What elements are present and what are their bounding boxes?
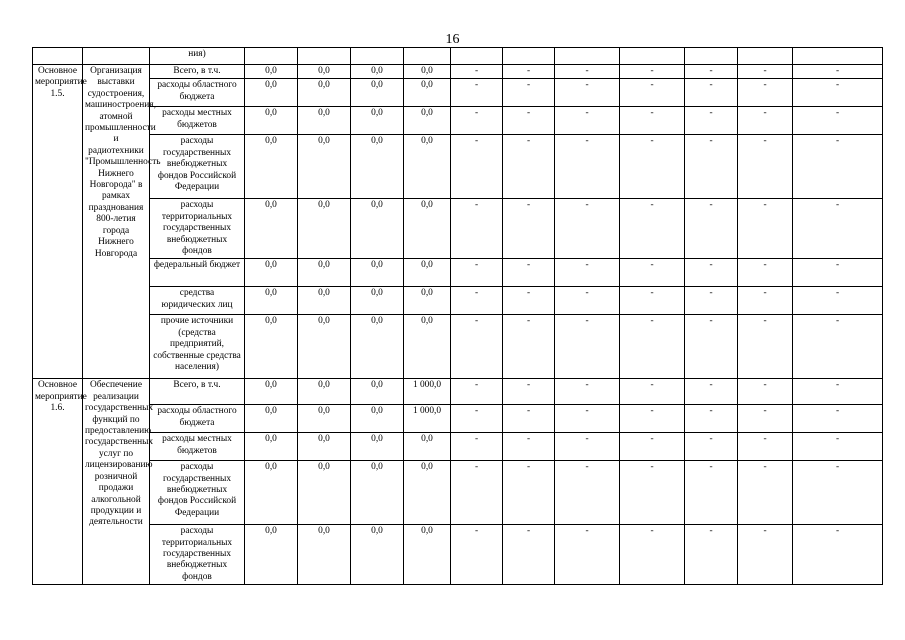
value-cell: 0,0 <box>404 525 451 585</box>
value-cell: - <box>738 525 793 585</box>
table-row <box>33 107 883 135</box>
value-cell: - <box>503 287 555 315</box>
table-row <box>33 525 883 585</box>
empty-cell <box>245 48 298 65</box>
value-cell: - <box>793 379 883 405</box>
value-cell: 0,0 <box>404 433 451 461</box>
empty-cell <box>555 48 620 65</box>
value-cell: - <box>685 461 738 525</box>
table-row <box>33 461 883 525</box>
value-cell: - <box>793 525 883 585</box>
table-row <box>33 405 883 433</box>
value-cell: - <box>503 315 555 379</box>
value-cell: - <box>793 135 883 199</box>
value-cell: - <box>685 405 738 433</box>
value-cell: 0,0 <box>404 135 451 199</box>
funding-source-cell: расходы областного бюджета <box>150 405 245 433</box>
value-cell: - <box>555 135 620 199</box>
table-row <box>33 48 883 65</box>
value-cell: - <box>451 379 503 405</box>
value-cell: - <box>793 287 883 315</box>
value-cell: 0,0 <box>351 135 404 199</box>
funding-source-cell: ния) <box>150 48 245 65</box>
value-cell: - <box>451 461 503 525</box>
value-cell: - <box>738 461 793 525</box>
funding-source-cell: прочие источники (средства предприятий, собственные средства населения) <box>150 315 245 379</box>
table-row <box>33 315 883 379</box>
empty-cell <box>738 48 793 65</box>
value-cell: - <box>503 405 555 433</box>
value-cell: - <box>685 525 738 585</box>
table-row <box>33 379 883 405</box>
value-cell: - <box>738 433 793 461</box>
value-cell: - <box>620 379 685 405</box>
value-cell: - <box>451 199 503 259</box>
measure-title-cell: Обеспечение реализации государственных функций по предоставлению государственных услуг по лицензированию розничной продажи алкогольной продукции и деятельности <box>83 379 150 585</box>
value-cell: - <box>555 315 620 379</box>
value-cell: - <box>620 405 685 433</box>
table-row <box>33 65 883 79</box>
table-row <box>33 433 883 461</box>
measure-code-cell: Основное мероприятие 1.6. <box>33 379 83 585</box>
value-cell: - <box>503 65 555 79</box>
value-cell: - <box>451 135 503 199</box>
value-cell: - <box>793 79 883 107</box>
value-cell: - <box>738 199 793 259</box>
value-cell: - <box>685 315 738 379</box>
value-cell: - <box>738 65 793 79</box>
value-cell: 0,0 <box>245 433 298 461</box>
value-cell: 0,0 <box>298 525 351 585</box>
value-cell: - <box>503 379 555 405</box>
value-cell: 0,0 <box>351 379 404 405</box>
value-cell: 0,0 <box>298 65 351 79</box>
value-cell: - <box>738 379 793 405</box>
table-row <box>33 259 883 287</box>
value-cell: 0,0 <box>298 433 351 461</box>
value-cell: - <box>685 107 738 135</box>
value-cell: - <box>503 107 555 135</box>
funding-source-cell: расходы местных бюджетов <box>150 433 245 461</box>
value-cell: - <box>555 433 620 461</box>
value-cell: - <box>620 135 685 199</box>
funding-source-cell: расходы местных бюджетов <box>150 107 245 135</box>
value-cell: - <box>503 79 555 107</box>
value-cell: - <box>555 405 620 433</box>
empty-cell <box>351 48 404 65</box>
value-cell: - <box>503 259 555 287</box>
value-cell: 0,0 <box>245 315 298 379</box>
funding-source-cell: средства юридических лиц <box>150 287 245 315</box>
value-cell: 0,0 <box>351 433 404 461</box>
value-cell: 0,0 <box>351 199 404 259</box>
value-cell: 0,0 <box>245 65 298 79</box>
empty-cell <box>83 48 150 65</box>
value-cell: - <box>793 65 883 79</box>
value-cell: 0,0 <box>351 525 404 585</box>
budget-table <box>32 47 883 585</box>
empty-cell <box>451 48 503 65</box>
empty-cell <box>793 48 883 65</box>
value-cell: 1 000,0 <box>404 379 451 405</box>
value-cell: 0,0 <box>298 315 351 379</box>
value-cell: 0,0 <box>245 259 298 287</box>
value-cell: - <box>793 315 883 379</box>
value-cell: - <box>503 525 555 585</box>
value-cell: 0,0 <box>404 461 451 525</box>
value-cell: 0,0 <box>298 379 351 405</box>
value-cell: - <box>738 107 793 135</box>
funding-source-cell: расходы государственных внебюджетных фондов Российской Федерации <box>150 461 245 525</box>
value-cell: - <box>793 405 883 433</box>
value-cell: 0,0 <box>298 259 351 287</box>
value-cell: - <box>738 259 793 287</box>
value-cell: - <box>620 315 685 379</box>
value-cell: - <box>555 525 620 585</box>
value-cell: - <box>738 135 793 199</box>
value-cell: 0,0 <box>245 107 298 135</box>
value-cell: 0,0 <box>351 65 404 79</box>
value-cell: - <box>685 379 738 405</box>
value-cell: - <box>620 79 685 107</box>
value-cell: - <box>555 79 620 107</box>
value-cell: - <box>685 287 738 315</box>
empty-cell <box>503 48 555 65</box>
value-cell: - <box>451 433 503 461</box>
value-cell: 0,0 <box>298 107 351 135</box>
value-cell: - <box>685 135 738 199</box>
table-row <box>33 199 883 259</box>
value-cell: - <box>451 315 503 379</box>
value-cell: 0,0 <box>351 315 404 379</box>
value-cell: - <box>793 107 883 135</box>
value-cell: - <box>451 525 503 585</box>
value-cell: 0,0 <box>351 405 404 433</box>
empty-cell <box>404 48 451 65</box>
value-cell: - <box>738 287 793 315</box>
value-cell: - <box>555 65 620 79</box>
value-cell: 0,0 <box>298 287 351 315</box>
value-cell: - <box>620 525 685 585</box>
value-cell: 0,0 <box>245 525 298 585</box>
value-cell: 0,0 <box>404 315 451 379</box>
empty-cell <box>620 48 685 65</box>
funding-source-cell: расходы территориальных государственных внебюджетных фондов <box>150 199 245 259</box>
value-cell: - <box>685 199 738 259</box>
value-cell: 0,0 <box>298 405 351 433</box>
value-cell: - <box>685 433 738 461</box>
value-cell: 0,0 <box>245 405 298 433</box>
funding-source-cell: Всего, в т.ч. <box>150 379 245 405</box>
value-cell: - <box>738 79 793 107</box>
empty-cell <box>685 48 738 65</box>
value-cell: - <box>503 461 555 525</box>
value-cell: 0,0 <box>245 461 298 525</box>
empty-cell <box>298 48 351 65</box>
value-cell: - <box>451 259 503 287</box>
value-cell: 1 000,0 <box>404 405 451 433</box>
value-cell: - <box>451 65 503 79</box>
value-cell: - <box>555 461 620 525</box>
value-cell: - <box>503 199 555 259</box>
value-cell: - <box>620 433 685 461</box>
value-cell: 0,0 <box>404 79 451 107</box>
value-cell: 0,0 <box>245 199 298 259</box>
value-cell: - <box>451 107 503 135</box>
value-cell: - <box>555 199 620 259</box>
funding-source-cell: Всего, в т.ч. <box>150 65 245 79</box>
value-cell: - <box>738 405 793 433</box>
value-cell: 0,0 <box>404 287 451 315</box>
value-cell: 0,0 <box>298 79 351 107</box>
value-cell: - <box>793 461 883 525</box>
table-body <box>33 48 883 585</box>
funding-source-cell: расходы территориальных государственных внебюджетных фондов <box>150 525 245 585</box>
value-cell: 0,0 <box>404 65 451 79</box>
value-cell: - <box>620 107 685 135</box>
value-cell: - <box>793 199 883 259</box>
value-cell: 0,0 <box>404 199 451 259</box>
value-cell: 0,0 <box>245 287 298 315</box>
table-row <box>33 287 883 315</box>
value-cell: 0,0 <box>404 107 451 135</box>
value-cell: 0,0 <box>245 135 298 199</box>
value-cell: - <box>503 433 555 461</box>
measure-title-cell: Организация выставки судостроения, машиностроения, атомной промышленности и радиотехники "Промышленность Нижнего Новгорода" в рамках празднования 800-летия города Нижнего Новгорода <box>83 65 150 379</box>
value-cell: - <box>738 315 793 379</box>
value-cell: 0,0 <box>404 259 451 287</box>
value-cell: - <box>685 65 738 79</box>
value-cell: - <box>620 259 685 287</box>
value-cell: - <box>793 433 883 461</box>
value-cell: 0,0 <box>245 79 298 107</box>
value-cell: - <box>620 199 685 259</box>
value-cell: - <box>793 259 883 287</box>
value-cell: 0,0 <box>298 135 351 199</box>
value-cell: 0,0 <box>351 259 404 287</box>
funding-source-cell: расходы государственных внебюджетных фондов Российской Федерации <box>150 135 245 199</box>
value-cell: - <box>620 287 685 315</box>
value-cell: 0,0 <box>351 107 404 135</box>
value-cell: 0,0 <box>351 79 404 107</box>
value-cell: - <box>685 259 738 287</box>
value-cell: - <box>555 379 620 405</box>
value-cell: - <box>620 461 685 525</box>
value-cell: - <box>620 65 685 79</box>
value-cell: - <box>451 79 503 107</box>
value-cell: - <box>555 259 620 287</box>
value-cell: - <box>503 135 555 199</box>
table-row <box>33 79 883 107</box>
page-number: 16 <box>445 32 460 47</box>
value-cell: - <box>555 287 620 315</box>
value-cell: - <box>451 405 503 433</box>
value-cell: - <box>555 107 620 135</box>
value-cell: 0,0 <box>351 287 404 315</box>
measure-code-cell: Основное мероприятие 1.5. <box>33 65 83 379</box>
funding-source-cell: федеральный бюджет <box>150 259 245 287</box>
value-cell: 0,0 <box>298 461 351 525</box>
value-cell: 0,0 <box>245 379 298 405</box>
value-cell: - <box>451 287 503 315</box>
funding-source-cell: расходы областного бюджета <box>150 79 245 107</box>
empty-cell <box>33 48 83 65</box>
value-cell: 0,0 <box>351 461 404 525</box>
value-cell: 0,0 <box>298 199 351 259</box>
value-cell: - <box>685 79 738 107</box>
